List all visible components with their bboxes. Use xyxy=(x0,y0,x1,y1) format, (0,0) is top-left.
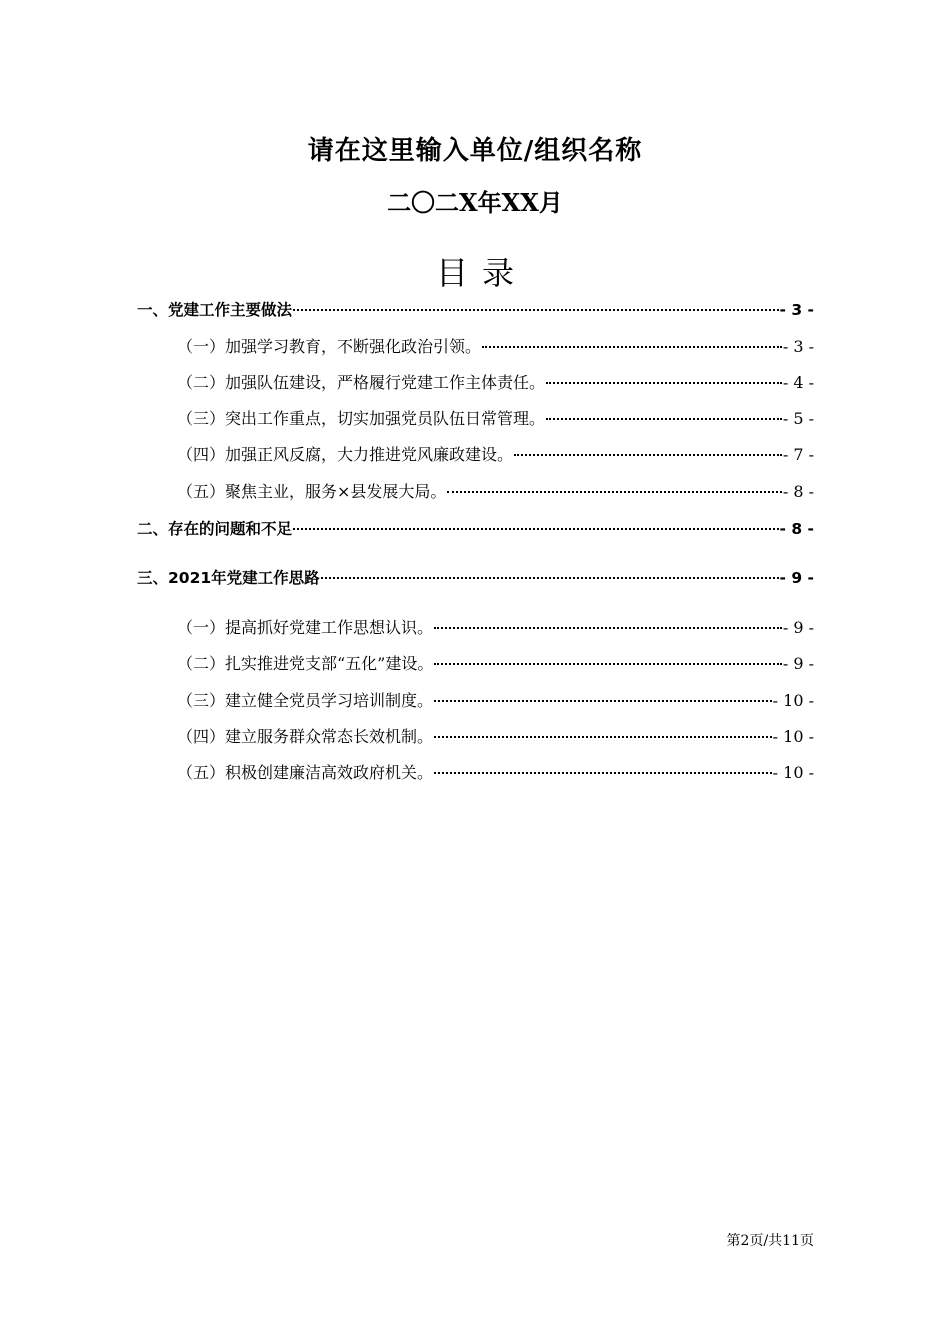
toc-entry-title: （一）提高抓好党建工作思想认识。 xyxy=(177,618,434,637)
toc-leader-dots xyxy=(514,443,782,457)
toc-entry-page: - 3 - xyxy=(782,337,814,356)
toc-entry[interactable] xyxy=(137,443,814,467)
toc-entry-title: （五）聚焦主业，服务×县发展大局。 xyxy=(177,482,447,501)
page-footer: 第2页/共11页 xyxy=(726,1233,814,1249)
toc-entry-page: - 4 - xyxy=(782,373,814,392)
toc-entry-title: （三）建立健全党员学习培训制度。 xyxy=(177,691,434,710)
toc-entry-page: - 8 - xyxy=(782,482,814,501)
toc-entry-page: - 9 - xyxy=(779,569,814,587)
toc-entry-page: - 3 - xyxy=(779,301,814,319)
toc-entry-title: （二）加强队伍建设，严格履行党建工作主体责任。 xyxy=(177,373,546,392)
toc-entry-title: （一）加强学习教育，不断强化政治引领。 xyxy=(177,337,482,356)
toc-entry-page: - 9 - xyxy=(782,618,814,637)
toc-entry[interactable] xyxy=(137,725,814,749)
toc-leader-dots xyxy=(546,371,782,385)
document-date: 二〇二X年XX月 xyxy=(387,188,563,217)
toc-entry-page: - 9 - xyxy=(782,654,814,673)
toc-entry[interactable] xyxy=(137,616,814,640)
toc-heading: 目录 xyxy=(435,254,528,292)
toc-leader-dots xyxy=(434,689,772,703)
toc-entry-page: - 10 - xyxy=(772,763,814,782)
toc-entry[interactable] xyxy=(137,335,814,359)
toc-entry-title: （三）突出工作重点，切实加强党员队伍日常管理。 xyxy=(177,409,546,428)
toc-entry-page: - 10 - xyxy=(772,691,814,710)
toc-leader-dots xyxy=(293,517,779,531)
organization-title: 请在这里输入单位/组织名称 xyxy=(307,136,643,166)
toc-leader-dots xyxy=(434,652,781,666)
toc-entry[interactable] xyxy=(137,407,814,431)
toc-entry[interactable] xyxy=(137,566,814,590)
toc-entry-page: - 7 - xyxy=(782,445,814,464)
toc-entry-page: - 8 - xyxy=(779,520,814,538)
toc-entry[interactable] xyxy=(137,517,814,541)
toc-entry-page: - 10 - xyxy=(772,727,814,746)
toc-leader-dots xyxy=(321,566,779,580)
toc-entry[interactable] xyxy=(137,371,814,395)
toc-entry[interactable] xyxy=(137,689,814,713)
toc-entry-title: （四）加强正风反腐，大力推进党风廉政建设。 xyxy=(177,445,514,464)
toc-leader-dots xyxy=(434,761,772,775)
toc-entry-title: （四）建立服务群众常态长效机制。 xyxy=(177,727,434,746)
toc-leader-dots xyxy=(293,298,779,312)
toc-leader-dots xyxy=(434,616,782,630)
toc-entry-page: - 5 - xyxy=(782,409,814,428)
toc-entry[interactable] xyxy=(137,298,814,322)
toc-entry-title: 三、2021年党建工作思路 xyxy=(137,569,320,587)
toc-entry[interactable] xyxy=(137,761,814,785)
toc-entry-title: （二）扎实推进党支部“五化”建设。 xyxy=(177,654,434,673)
toc-entry[interactable] xyxy=(137,652,814,676)
toc-leader-dots xyxy=(447,480,781,494)
toc-entry-title: 一、党建工作主要做法 xyxy=(137,301,293,319)
toc-leader-dots xyxy=(434,725,772,739)
toc-leader-dots xyxy=(482,335,782,349)
toc-entry[interactable] xyxy=(137,480,814,504)
toc-entry-title: （五）积极创建廉洁高效政府机关。 xyxy=(177,763,434,782)
toc-leader-dots xyxy=(546,407,782,421)
toc-entry-title: 二、存在的问题和不足 xyxy=(137,520,293,538)
